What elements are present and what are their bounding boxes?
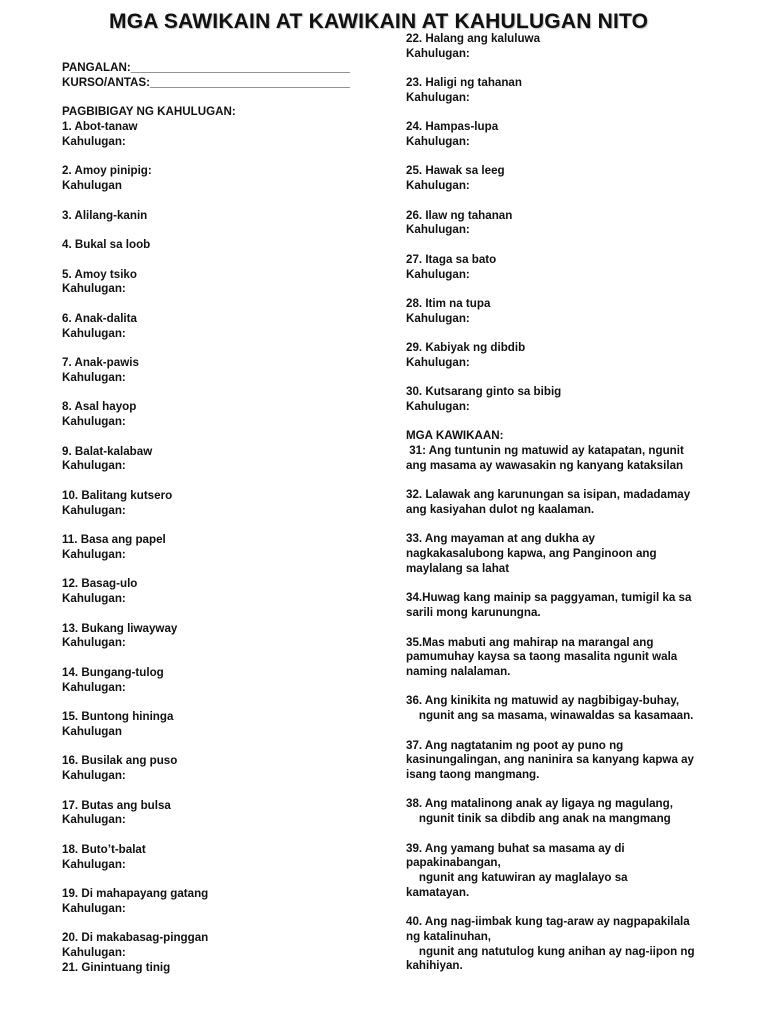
meaning-label: Kahulugan: xyxy=(62,946,126,959)
text-line: isang taong mangmang. xyxy=(406,768,540,781)
text-line: naming nalalaman. xyxy=(406,664,511,678)
item-text: 4. Bukal sa loob xyxy=(62,238,151,251)
text-line: kasinungalingan, ang naninira sa kanyang kapwa ay xyxy=(406,753,695,767)
item-text: 37. Ang nagtatanim ng poot ay puno ng xyxy=(406,738,624,752)
text-line: ngunit ang sa masama, winawaldas sa kasamaan. xyxy=(406,709,694,723)
text-line: ang masama ay wawasakin ng kanyang kataksilan xyxy=(406,458,684,472)
item-text: 8. Asal hayop xyxy=(62,400,137,414)
text-line: ng katalinuhan, xyxy=(406,929,492,943)
item-text: 16. Busilak ang puso xyxy=(62,754,178,768)
text-line: ang kasiyahan dulot ng kaalaman. xyxy=(406,503,595,517)
worksheet-title: MGA SAWIKAIN AT KAWIKAIN AT KAHULUGAN NITO xyxy=(109,10,649,33)
item-text: 38. Ang matalinong anak ay ligaya ng magulang, xyxy=(406,797,673,811)
item-text: 5. Amoy tsiko xyxy=(62,267,137,281)
item-text: 14. Bungang-tulog xyxy=(62,665,164,679)
meaning-label: Kahulugan: xyxy=(62,503,126,517)
meaning-label: Kahulugan: xyxy=(406,400,470,413)
item-text: 9. Balat-kalabaw xyxy=(62,444,153,458)
item-text: 33. Ang mayaman at ang dukha ay xyxy=(406,532,595,546)
item-text: 24. Hampas-lupa xyxy=(406,120,499,134)
meaning-label: Kahulugan: xyxy=(62,370,126,384)
text-line: ngunit ang katuwiran ay maglalayo sa xyxy=(406,871,628,885)
meaning-label: Kahulugan: xyxy=(62,680,126,694)
item-text: 32. Lalawak ang karunungan sa isipan, madadamay xyxy=(406,488,691,502)
item-text: 35.Mas mabuti ang mahirap na marangal ang xyxy=(406,635,654,649)
item-text: 12. Basag-ulo xyxy=(62,577,138,591)
item-text: 36. Ang kinikita ng matuwid ay nagbibigay-buhay, xyxy=(406,694,680,708)
item-text: 10. Balitang kutsero xyxy=(62,488,173,502)
text-line: kahihiyan. xyxy=(406,959,463,973)
item-text: 11. Basa ang papel xyxy=(62,533,166,546)
meaning-label: Kahulugan: xyxy=(62,857,126,871)
text-line: maylalang sa lahat xyxy=(406,561,510,575)
item-text: 40. Ang nag-iimbak kung tag-araw ay nagpapakilala xyxy=(406,915,690,929)
text-line: kamatayan. xyxy=(406,885,470,899)
meaning-label: Kahulugan: xyxy=(406,179,470,193)
item-text: 20. Di makabasag-pinggan xyxy=(62,931,209,945)
item-text: 15. Buntong hininga xyxy=(62,710,174,723)
text-line: nagkakasalubong kapwa, ang Panginoon ang xyxy=(406,547,657,561)
item-text: 39. Ang yamang buhat sa masama ay di xyxy=(406,841,625,855)
meaning-label: Kahulugan xyxy=(62,724,122,738)
item-text: 27. Itaga sa bato xyxy=(406,252,497,266)
meaning-label: Kahulugan: xyxy=(62,636,126,650)
meaning-label: Kahulugan: xyxy=(62,769,126,782)
text-line: ngunit tinik sa dibdib ang anak na mangmang xyxy=(406,812,671,826)
text-line: ngunit ang natutulog kung anihan ay nag-iipon ng xyxy=(406,944,695,958)
meaning-label: Kahulugan xyxy=(62,179,122,192)
item-text: 23. Haligi ng tahanan xyxy=(406,76,522,90)
item-text: 19. Di mahapayang gatang xyxy=(62,887,209,900)
item-text: 29. Kabiyak ng dibdib xyxy=(406,341,526,355)
item-text: 1. Abot-tanaw xyxy=(62,120,138,133)
meaning-label: Kahulugan: xyxy=(406,355,470,369)
meaning-label: Kahulugan: xyxy=(62,415,126,428)
course-field-label: KURSO/ANTAS:_______________________________ xyxy=(62,75,350,89)
item-text: 34.Huwag kang mainip sa paggyaman, tumigil ka sa xyxy=(406,591,692,605)
item-text: 25. Hawak sa leeg xyxy=(406,164,505,178)
name-field-label: PANGALAN:__________________________________ xyxy=(62,61,350,74)
item-text: 13. Bukang liwayway xyxy=(62,621,178,635)
meaning-label: Kahulugan: xyxy=(406,223,470,237)
section-heading: PAGBIBIGAY NG KAHULUGAN: xyxy=(62,105,236,119)
item-text: 31: Ang tuntunin ng matuwid ay katapatan, ngunit xyxy=(406,444,684,458)
meaning-label: Kahulugan: xyxy=(62,813,126,827)
item-text: 26. Ilaw ng tahanan xyxy=(406,208,513,222)
meaning-label: Kahulugan: xyxy=(62,282,126,296)
item-text: 28. Itim na tupa xyxy=(406,296,491,310)
item-text: 2. Amoy pinipig: xyxy=(62,164,152,178)
item-text: 18. Buto’t-balat xyxy=(62,842,146,856)
text-line: pamumuhay kaysa sa taong masalita ngunit wala xyxy=(406,650,678,664)
meaning-label: Kahulugan: xyxy=(62,326,126,340)
meaning-label: Kahulugan: xyxy=(406,311,470,325)
section-heading: MGA KAWIKAAN: xyxy=(406,429,504,443)
meaning-label: Kahulugan: xyxy=(406,267,470,281)
item-text: 22. Halang ang kaluluwa xyxy=(406,32,541,45)
item-text: 17. Butas ang bulsa xyxy=(62,798,171,812)
meaning-label: Kahulugan: xyxy=(62,547,126,561)
item-text: 21. Ginintuang tinig xyxy=(62,960,171,974)
text-line: papakinabangan, xyxy=(406,856,501,870)
item-text: 3. Alilang-kanin xyxy=(62,208,148,222)
meaning-label: Kahulugan: xyxy=(62,901,126,915)
meaning-label: Kahulugan: xyxy=(406,90,470,104)
meaning-label: Kahulugan: xyxy=(62,134,126,148)
meaning-label: Kahulugan: xyxy=(62,459,126,473)
text-line: sarili mong karunungna. xyxy=(406,606,541,620)
item-text: 6. Anak-dalita xyxy=(62,311,137,325)
item-text: 30. Kutsarang ginto sa bibig xyxy=(406,385,562,399)
meaning-label: Kahulugan: xyxy=(406,46,470,60)
meaning-label: Kahulugan: xyxy=(406,135,470,149)
item-text: 7. Anak-pawis xyxy=(62,356,139,369)
meaning-label: Kahulugan: xyxy=(62,592,126,605)
